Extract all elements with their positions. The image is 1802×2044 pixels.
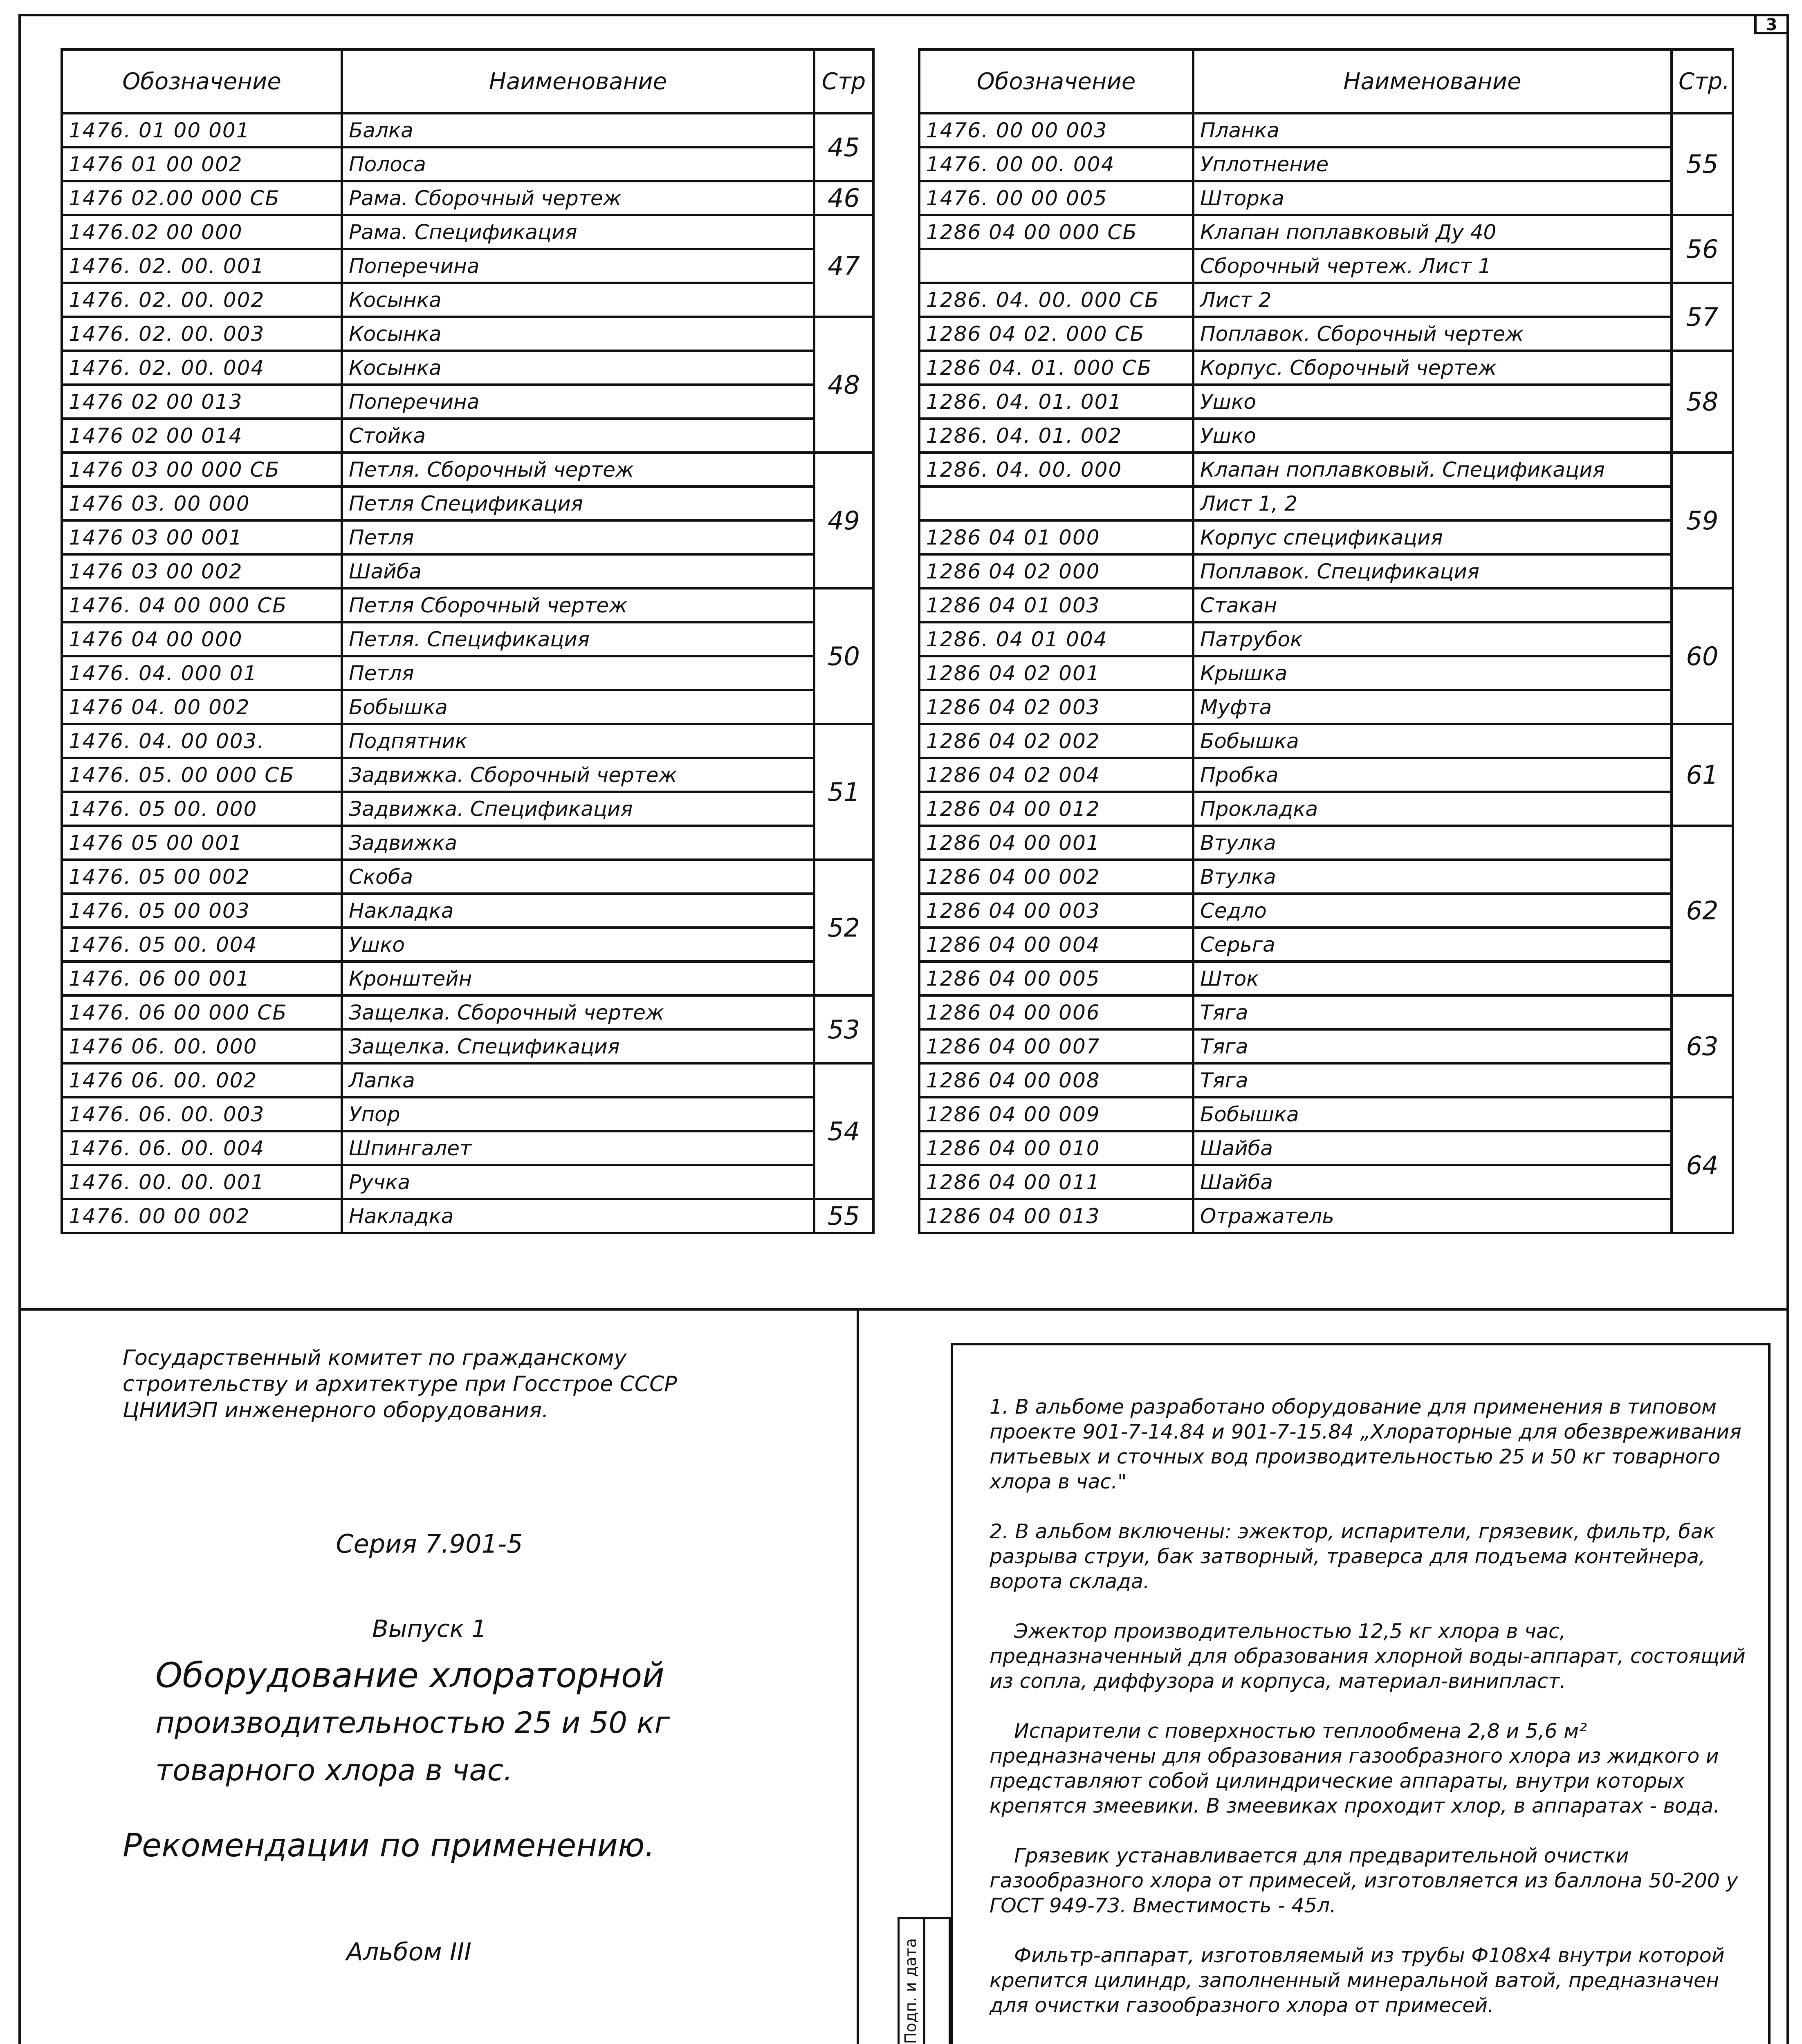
name-cell: Пробка: [1193, 758, 1672, 792]
table-row: [919, 928, 1733, 961]
note-paragraph: 2. В альбом включены: эжектор, испарители, грязевик, фильтр, бак разрыва струи, бак затворный, траверса для подъема контейнера, ворота склада.: [990, 1520, 1715, 1593]
name-cell: Упор: [342, 1097, 814, 1131]
name-cell: Шайба: [1193, 1165, 1672, 1199]
designation-cell: 1476. 00 00. 004: [919, 147, 1193, 181]
title-line: товарного хлора в час.: [155, 1753, 513, 1787]
name-cell: Полоса: [342, 147, 814, 181]
table-row: [62, 1063, 873, 1097]
name-cell: Втулка: [1193, 826, 1672, 860]
table-row: [919, 724, 1733, 758]
designation-cell: [919, 486, 1193, 520]
designation-cell: 1476. 02. 00. 002: [62, 283, 342, 317]
designation-cell: 1286 04 00 007: [919, 1029, 1193, 1063]
table-row: [919, 792, 1733, 826]
name-cell: Петля. Спецификация: [342, 622, 814, 656]
designation-cell: 1476. 00. 00. 001: [62, 1165, 342, 1199]
table-row: [62, 656, 873, 690]
note-paragraph: Эжектор производительностью 12,5 кг хлора в час, предназначенный для образования хлорной воды-аппарат, состоящий из сопла, диффузора и корпуса, материал-винипласт.: [990, 1620, 1746, 1693]
frame-left: [18, 14, 21, 2044]
table-row: [62, 1165, 873, 1199]
album: Альбом III: [346, 1938, 471, 1966]
designation-cell: 1476 02.00 000 СБ: [62, 181, 342, 215]
table-row: [62, 961, 873, 995]
header-page: Стр.: [1672, 49, 1733, 113]
designation-cell: 1286. 04. 01. 001: [919, 385, 1193, 419]
table-row: [62, 724, 873, 758]
designation-cell: 1476. 00 00 003: [919, 113, 1193, 147]
designation-cell: 1286 04 00 003: [919, 894, 1193, 928]
designation-cell: 1476 03 00 001: [62, 520, 342, 554]
designation-cell: 1286. 04. 00. 000 СБ: [919, 283, 1193, 317]
table-row: [62, 826, 873, 860]
table-row: [919, 588, 1733, 622]
designation-cell: 1476. 00 00 005: [919, 181, 1193, 215]
index-table-right: [918, 48, 1734, 1234]
designation-cell: 1476 06. 00. 000: [62, 1029, 342, 1063]
page-cell: 61: [1672, 724, 1733, 826]
name-cell: Рама. Спецификация: [342, 215, 814, 249]
page-cell: 59: [1672, 453, 1733, 588]
name-cell: Тяга: [1193, 995, 1672, 1029]
table-row: [62, 690, 873, 724]
designation-cell: 1476. 04. 00 003.: [62, 724, 342, 758]
table-row: [919, 181, 1733, 215]
table-row: [919, 1131, 1733, 1165]
name-cell: Лапка: [342, 1063, 814, 1097]
page-cell: 45: [814, 113, 873, 181]
designation-cell: 1286 04 00 002: [919, 860, 1193, 894]
designation-cell: 1476 03. 00 000: [62, 486, 342, 520]
page-cell: 48: [814, 317, 873, 453]
designation-cell: 1286 04 00 006: [919, 995, 1193, 1029]
designation-cell: 1286 04 00 001: [919, 826, 1193, 860]
table-row: [919, 520, 1733, 554]
name-cell: Шайба: [1193, 1131, 1672, 1165]
header-code: Обозначение: [62, 49, 342, 113]
name-cell: Муфта: [1193, 690, 1672, 724]
designation-cell: 1286 04 00 008: [919, 1063, 1193, 1097]
name-cell: Стойка: [342, 419, 814, 453]
issue: Выпуск 1: [372, 1615, 487, 1643]
designation-cell: 1476. 02. 00. 003: [62, 317, 342, 351]
name-cell: Защелка. Спецификация: [342, 1029, 814, 1063]
designation-cell: 1476 04 00 000: [62, 622, 342, 656]
designation-cell: 1286 04 00 011: [919, 1165, 1193, 1199]
table-row: [919, 758, 1733, 792]
table-row: [919, 995, 1733, 1029]
page-cell: 52: [814, 860, 873, 995]
page-cell: 54: [814, 1063, 873, 1199]
designation-cell: 1476. 06 00 001: [62, 961, 342, 995]
designation-cell: 1476. 06 00 000 СБ: [62, 995, 342, 1029]
name-cell: Корпус спецификация: [1193, 520, 1672, 554]
frame-divider: [18, 1308, 1789, 1311]
name-cell: Прокладка: [1193, 792, 1672, 826]
name-cell: Седло: [1193, 894, 1672, 928]
designation-cell: 1286 04 00 013: [919, 1199, 1193, 1233]
designation-cell: 1476. 05 00. 000: [62, 792, 342, 826]
table-row: [919, 317, 1733, 351]
table-row: [62, 385, 873, 419]
name-cell: Отражатель: [1193, 1199, 1672, 1233]
designation-cell: 1476 03 00 002: [62, 554, 342, 588]
table-row: [62, 1131, 873, 1165]
designation-cell: 1286 04 00 005: [919, 961, 1193, 995]
designation-cell: 1286 04 02 001: [919, 656, 1193, 690]
designation-cell: [919, 249, 1193, 283]
name-cell: Лист 2: [1193, 283, 1672, 317]
table-row: [62, 486, 873, 520]
table-row: [919, 1029, 1733, 1063]
designation-cell: 1476. 05 00 002: [62, 860, 342, 894]
table-row: [62, 249, 873, 283]
name-cell: Балка: [342, 113, 814, 147]
name-cell: Подпятник: [342, 724, 814, 758]
notes-text: [990, 1369, 1758, 2044]
page-cell: 64: [1672, 1097, 1733, 1233]
name-cell: Косынка: [342, 317, 814, 351]
designation-cell: 1476 01 00 002: [62, 147, 342, 181]
note-paragraph: 1. В альбоме разработано оборудование для применения в типовом проекте 901-7-14.84 и 901-7-15.84 „Хлораторные для обезвреживания питьевых и сточных вод производительностью 25 и 50 кг товарного хлора в час.": [990, 1395, 1741, 1493]
designation-cell: 1286 04 00 012: [919, 792, 1193, 826]
table-row: [62, 317, 873, 351]
designation-cell: 1286 04 00 000 СБ: [919, 215, 1193, 249]
table-row: [919, 486, 1733, 520]
name-cell: Клапан поплавковый. Спецификация: [1193, 453, 1672, 486]
name-cell: Лист 1, 2: [1193, 486, 1672, 520]
name-cell: Поплавок. Сборочный чертеж: [1193, 317, 1672, 351]
page-cell: 47: [814, 215, 873, 317]
table-row: [919, 554, 1733, 588]
name-cell: Рама. Сборочный чертеж: [342, 181, 814, 215]
subtitle: Рекомендации по применению.: [123, 1827, 655, 1864]
table-row: [919, 1199, 1733, 1233]
name-cell: Тяга: [1193, 1029, 1672, 1063]
organization: [123, 1345, 818, 1423]
table-row: [62, 1199, 873, 1233]
table-row: [919, 147, 1733, 181]
organization-line: ЦНИИЭП инженерного оборудования.: [123, 1398, 549, 1423]
page-cell: 57: [1672, 283, 1733, 351]
table-row: [62, 181, 873, 215]
name-cell: Накладка: [342, 894, 814, 928]
table-row: [919, 215, 1733, 249]
series: Серия 7.901-5: [336, 1529, 523, 1559]
note-paragraph: Фильтр-аппарат, изготовляемый из трубы Ф108х4 внутри которой крепится цилиндр, заполненный минеральной ватой, предназначен для очистки газообразного хлора от примесей.: [990, 1944, 1725, 2017]
designation-cell: 1286 04 00 009: [919, 1097, 1193, 1131]
table-row: [62, 520, 873, 554]
table-row: [62, 1097, 873, 1131]
table-row: [62, 147, 873, 181]
table-row: [62, 1029, 873, 1063]
page-cell: 50: [814, 588, 873, 724]
name-cell: Кронштейн: [342, 961, 814, 995]
designation-cell: 1476. 02. 00. 004: [62, 351, 342, 385]
note-paragraph: Грязевик устанавливается для предварительной очистки газообразного хлора от примесей, изготовляется из баллона 50-200 у ГОСТ 949-73. Вместимость - 45л.: [990, 1844, 1738, 1917]
page-cell: 56: [1672, 215, 1733, 283]
designation-cell: 1476.02 00 000: [62, 215, 342, 249]
table-row: [919, 419, 1733, 453]
name-cell: Поперечина: [342, 385, 814, 419]
name-cell: Ручка: [342, 1165, 814, 1199]
designation-cell: 1476 06. 00. 002: [62, 1063, 342, 1097]
name-cell: Защелка. Сборочный чертеж: [342, 995, 814, 1029]
designation-cell: 1476 03 00 000 СБ: [62, 453, 342, 486]
designation-cell: 1476. 04 00 000 СБ: [62, 588, 342, 622]
designation-cell: 1476. 00 00 002: [62, 1199, 342, 1233]
name-cell: Поперечина: [342, 249, 814, 283]
name-cell: Тяга: [1193, 1063, 1672, 1097]
frame-divider-vertical: [857, 1308, 859, 2044]
name-cell: Стакан: [1193, 588, 1672, 622]
table-row: [62, 554, 873, 588]
page-cell: 53: [814, 995, 873, 1063]
title-line: производительностью 25 и 50 кг: [155, 1706, 670, 1740]
page-cell: 60: [1672, 588, 1733, 724]
table-row: [62, 453, 873, 486]
designation-cell: 1476. 02. 00. 001: [62, 249, 342, 283]
table-row: [919, 249, 1733, 283]
designation-cell: 1476 05 00 001: [62, 826, 342, 860]
header-name: Наименование: [1193, 49, 1672, 113]
name-cell: Бобышка: [1193, 1097, 1672, 1131]
table-row: [62, 622, 873, 656]
header-page: Стр: [814, 49, 873, 113]
name-cell: Задвижка: [342, 826, 814, 860]
name-cell: Патрубок: [1193, 622, 1672, 656]
side-stamp-divider: [923, 1917, 925, 2044]
header-code: Обозначение: [919, 49, 1193, 113]
designation-cell: 1286. 04. 00. 000: [919, 453, 1193, 486]
name-cell: Шпингалет: [342, 1131, 814, 1165]
table-row: [62, 588, 873, 622]
sheet-number: 3: [1766, 16, 1777, 34]
name-cell: Петля: [342, 656, 814, 690]
table-row: [919, 1063, 1733, 1097]
designation-cell: 1476 02 00 013: [62, 385, 342, 419]
designation-cell: 1286 04 02 004: [919, 758, 1193, 792]
name-cell: Втулка: [1193, 860, 1672, 894]
page-cell: 62: [1672, 826, 1733, 995]
designation-cell: 1476. 05 00. 004: [62, 928, 342, 961]
table-row: [62, 215, 873, 249]
name-cell: Уплотнение: [1193, 147, 1672, 181]
designation-cell: 1286. 04. 01. 002: [919, 419, 1193, 453]
name-cell: Бобышка: [342, 690, 814, 724]
page-cell: 46: [814, 181, 873, 215]
name-cell: Петля Сборочный чертеж: [342, 588, 814, 622]
name-cell: Петля: [342, 520, 814, 554]
name-cell: Крышка: [1193, 656, 1672, 690]
page-cell: 63: [1672, 995, 1733, 1097]
name-cell: Скоба: [342, 860, 814, 894]
name-cell: Сборочный чертеж. Лист 1: [1193, 249, 1672, 283]
designation-cell: 1286 04. 01. 000 СБ: [919, 351, 1193, 385]
designation-cell: 1476. 06. 00. 003: [62, 1097, 342, 1131]
name-cell: Петля Спецификация: [342, 486, 814, 520]
table-row: [62, 419, 873, 453]
name-cell: Шторка: [1193, 181, 1672, 215]
name-cell: Планка: [1193, 113, 1672, 147]
name-cell: Шток: [1193, 961, 1672, 995]
designation-cell: 1286 04 01 000: [919, 520, 1193, 554]
page-cell: 55: [814, 1199, 873, 1233]
table-row: [62, 351, 873, 385]
table-row: [919, 656, 1733, 690]
table-row: [62, 113, 873, 147]
designation-cell: 1286 04 02 000: [919, 554, 1193, 588]
page-cell: 58: [1672, 351, 1733, 453]
name-cell: Шайба: [342, 554, 814, 588]
designation-cell: 1286. 04 01 004: [919, 622, 1193, 656]
table-row: [919, 453, 1733, 486]
table-row: [919, 1097, 1733, 1131]
page-cell: 49: [814, 453, 873, 588]
table-row: [919, 385, 1733, 419]
designation-cell: 1476. 05 00 003: [62, 894, 342, 928]
designation-cell: 1476. 06. 00. 004: [62, 1131, 342, 1165]
table-row: [919, 283, 1733, 317]
designation-cell: 1286 04 01 003: [919, 588, 1193, 622]
name-cell: Поплавок. Спецификация: [1193, 554, 1672, 588]
designation-cell: 1476 02 00 014: [62, 419, 342, 453]
table-row: [919, 622, 1733, 656]
table-row: [62, 995, 873, 1029]
note-paragraph: Испарители с поверхностью теплообмена 2,8 и 5,6 м² предназначены для образования газообразного хлора из жидкого и представляют собой цилиндрические аппараты, внутри которых крепятся змеевики. В змеевиках проходит хлор, в аппаратах - вода.: [990, 1719, 1720, 1818]
designation-cell: 1476. 05. 00 000 СБ: [62, 758, 342, 792]
frame-top: [18, 14, 1789, 16]
designation-cell: 1476. 04. 000 01: [62, 656, 342, 690]
table-row: [919, 1165, 1733, 1199]
table-row: [62, 894, 873, 928]
name-cell: Бобышка: [1193, 724, 1672, 758]
designation-cell: 1286 04 02 002: [919, 724, 1193, 758]
frame-right: [1786, 14, 1789, 2044]
name-cell: Задвижка. Спецификация: [342, 792, 814, 826]
page-cell: 55: [1672, 113, 1733, 215]
designation-cell: 1476 04. 00 002: [62, 690, 342, 724]
side-stamp-label: Подп. и дата: [902, 1938, 920, 2044]
table-row: [919, 351, 1733, 385]
table-row: [919, 860, 1733, 894]
name-cell: Петля. Сборочный чертеж: [342, 453, 814, 486]
name-cell: Задвижка. Сборочный чертеж: [342, 758, 814, 792]
title-line: Оборудование хлораторной: [155, 1655, 664, 1695]
table-row: [62, 758, 873, 792]
table-row: [62, 792, 873, 826]
document-title: [155, 1652, 810, 1794]
name-cell: Ушко: [342, 928, 814, 961]
designation-cell: 1286 04 00 010: [919, 1131, 1193, 1165]
designation-cell: 1286 04 00 004: [919, 928, 1193, 961]
organization-line: Государственный комитет по гражданскому: [123, 1346, 627, 1370]
header-name: Наименование: [342, 49, 814, 113]
table-row: [919, 113, 1733, 147]
name-cell: Клапан поплавковый Ду 40: [1193, 215, 1672, 249]
table-row: [919, 894, 1733, 928]
table-row: [62, 283, 873, 317]
organization-line: строительству и архитектуре при Госстрое СССР: [123, 1372, 677, 1396]
name-cell: Ушко: [1193, 419, 1672, 453]
designation-cell: 1476. 01 00 001: [62, 113, 342, 147]
name-cell: Косынка: [342, 283, 814, 317]
table-row: [919, 690, 1733, 724]
designation-cell: 1286 04 02. 000 СБ: [919, 317, 1193, 351]
name-cell: Косынка: [342, 351, 814, 385]
index-table-left: [61, 48, 875, 1234]
table-row: [62, 860, 873, 894]
table-row: [919, 961, 1733, 995]
name-cell: Серьга: [1193, 928, 1672, 961]
designation-cell: 1286 04 02 003: [919, 690, 1193, 724]
name-cell: Корпус. Сборочный чертеж: [1193, 351, 1672, 385]
table-row: [919, 826, 1733, 860]
table-row: [62, 928, 873, 961]
name-cell: Накладка: [342, 1199, 814, 1233]
page-cell: 51: [814, 724, 873, 860]
name-cell: Ушко: [1193, 385, 1672, 419]
